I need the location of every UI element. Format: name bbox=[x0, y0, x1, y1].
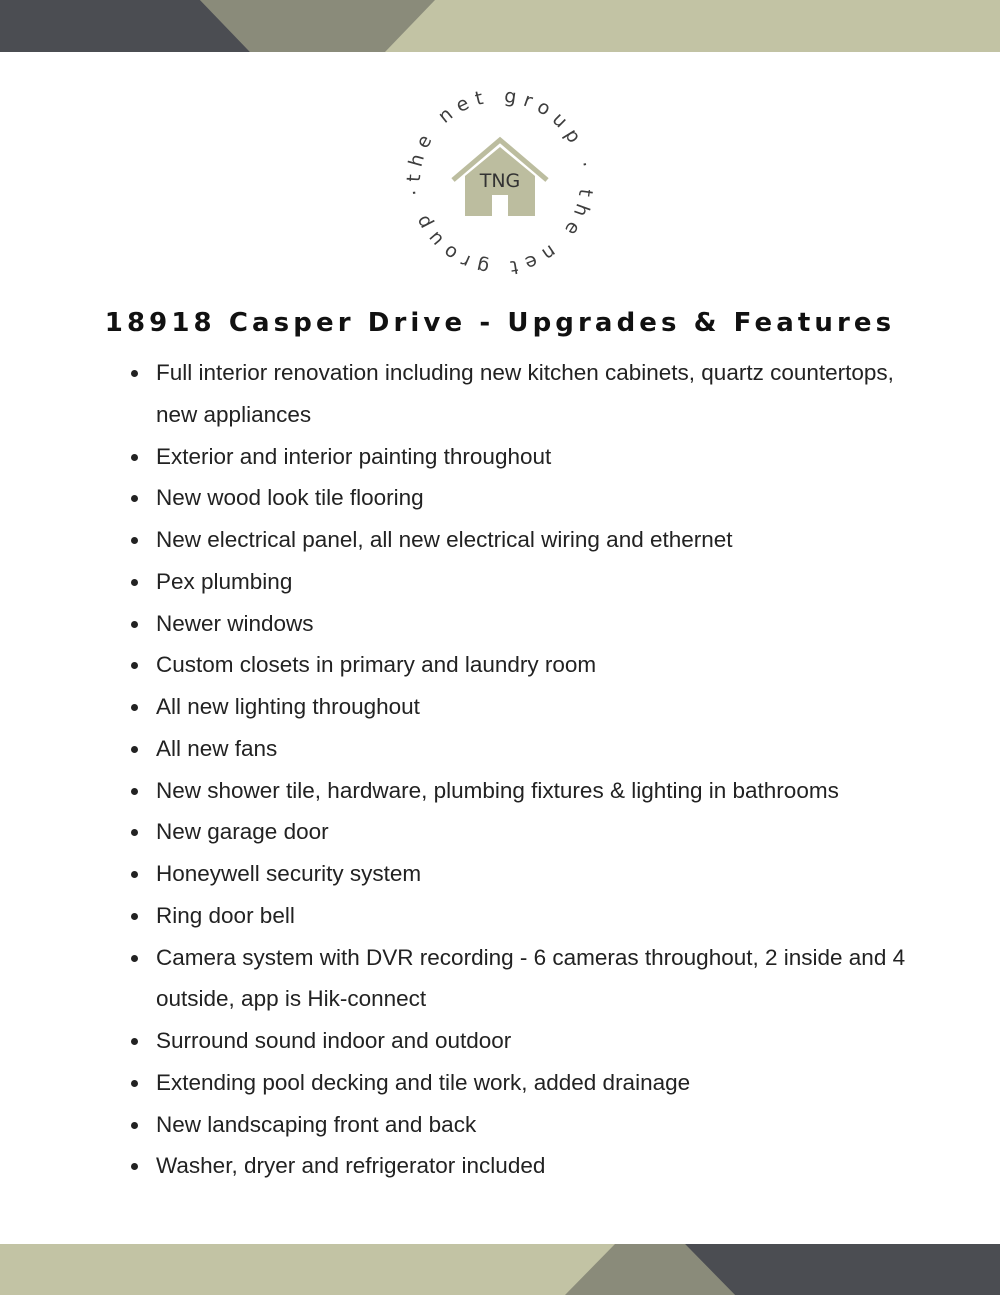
bullet-icon bbox=[131, 621, 138, 628]
feature-item bbox=[127, 477, 927, 519]
feature-item bbox=[127, 644, 927, 686]
feature-text: All new lighting throughout bbox=[156, 694, 420, 719]
feature-text: Honeywell security system bbox=[156, 861, 422, 886]
feature-text: New shower tile, hardware, plumbing fixtures & lighting in bathrooms bbox=[156, 777, 839, 803]
bullet-icon bbox=[131, 955, 138, 962]
bullet-icon bbox=[131, 913, 138, 920]
bottom-band-dark-gray bbox=[685, 1244, 1000, 1295]
bullet-icon bbox=[131, 662, 138, 669]
feature-text: Pex plumbing bbox=[156, 568, 293, 594]
logo-ring-text: the net group · the net group · bbox=[402, 84, 598, 280]
bullet-icon bbox=[131, 788, 138, 795]
top-decorative-band bbox=[0, 0, 1000, 52]
bullet-icon bbox=[131, 537, 138, 544]
bullet-icon bbox=[131, 579, 138, 586]
feature-text: Extending pool decking and tile work, added drainage bbox=[156, 1069, 691, 1095]
feature-item bbox=[127, 436, 927, 478]
feature-text: Washer, dryer and refrigerator included bbox=[156, 1153, 546, 1179]
feature-text: Custom closets in primary and laundry room bbox=[156, 652, 597, 678]
feature-item bbox=[127, 561, 927, 603]
feature-text: Camera system with DVR recording - 6 cameras throughout, 2 inside and 4 outside, app is Hik-connect bbox=[156, 944, 906, 1012]
feature-text: New wood look tile flooring bbox=[156, 485, 424, 511]
feature-text: New electrical panel, all new electrical wiring and ethernet bbox=[156, 527, 733, 552]
feature-item bbox=[127, 1104, 927, 1146]
bullet-icon bbox=[131, 704, 138, 711]
feature-item bbox=[127, 1062, 927, 1104]
bullet-icon bbox=[131, 454, 138, 461]
bullet-icon bbox=[131, 495, 138, 502]
feature-item bbox=[127, 603, 927, 645]
feature-text: Surround sound indoor and outdoor bbox=[156, 1028, 512, 1053]
logo-monogram: TNG bbox=[479, 170, 521, 192]
bullet-icon bbox=[131, 370, 138, 377]
feature-text: Ring door bell bbox=[156, 902, 295, 928]
feature-text: Exterior and interior painting throughout bbox=[156, 443, 552, 469]
feature-item bbox=[127, 770, 927, 812]
feature-text: New garage door bbox=[156, 819, 329, 845]
feature-item bbox=[127, 1145, 927, 1187]
feature-item bbox=[127, 728, 927, 770]
feature-item bbox=[127, 937, 927, 1021]
bullet-icon bbox=[131, 1080, 138, 1087]
feature-text: All new fans bbox=[156, 735, 278, 761]
features-list bbox=[127, 352, 927, 1187]
feature-item bbox=[127, 519, 927, 561]
brand-logo bbox=[395, 82, 605, 282]
bottom-decorative-band bbox=[0, 1244, 1000, 1295]
bullet-icon bbox=[131, 746, 138, 753]
bullet-icon bbox=[131, 1122, 138, 1129]
feature-item bbox=[127, 895, 927, 937]
bullet-icon bbox=[131, 1038, 138, 1045]
page-title: 18918 Casper Drive - Upgrades & Features bbox=[104, 308, 896, 338]
bullet-icon bbox=[131, 829, 138, 836]
feature-text: New landscaping front and back bbox=[156, 1111, 477, 1137]
feature-text: Newer windows bbox=[156, 610, 314, 636]
feature-item bbox=[127, 352, 927, 436]
feature-item bbox=[127, 1020, 927, 1062]
feature-item bbox=[127, 686, 927, 728]
feature-text: Full interior renovation including new kitchen cabinets, quartz countertops, new appliances bbox=[156, 360, 894, 427]
bullet-icon bbox=[131, 871, 138, 878]
bullet-icon bbox=[131, 1163, 138, 1170]
feature-item bbox=[127, 853, 927, 895]
feature-item bbox=[127, 811, 927, 853]
